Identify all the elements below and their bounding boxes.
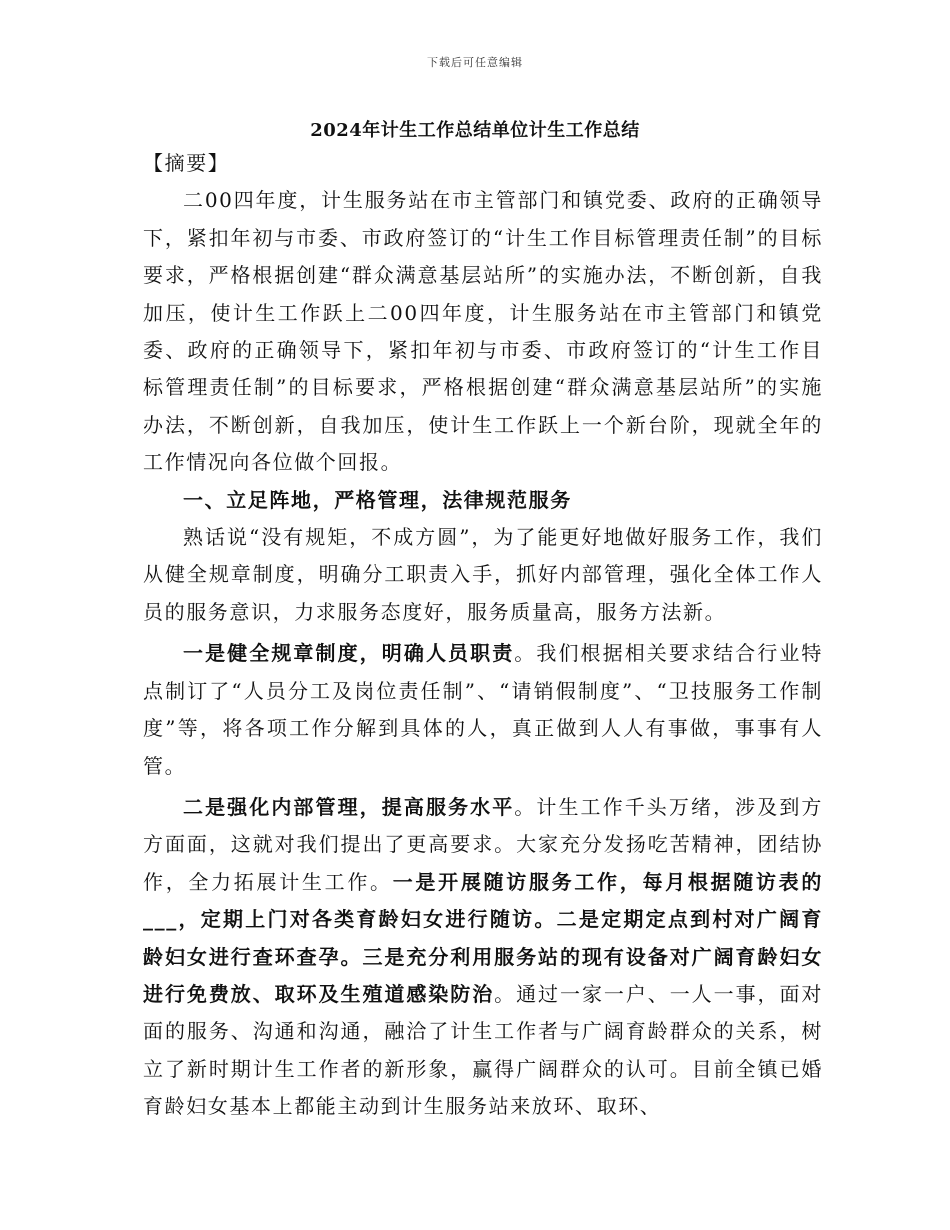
item-one-lead: 一是健全规章制度，明确人员职责 — [183, 641, 515, 666]
section-heading: 一、立足阵地，严格管理，法律规范服务 — [183, 487, 572, 512]
page-header-note: 下载后可任意编辑 — [427, 56, 523, 69]
item-one-text: 。我们根据相关要求结合行业特点制订了“人员分工及岗位责任制”、“请销假制度”、“卫技服务工作制度”等，将各项工作分解到具体的人，真正做到人人有事做，事事有人管。 — [143, 641, 824, 778]
item-two-lead: 二是强化内部管理，提高服务水平 — [183, 794, 515, 819]
item-one-paragraph — [143, 635, 823, 785]
item-two-paragraph — [143, 789, 823, 1126]
section-intro-paragraph: 熟话说“没有规矩，不成方圆”，为了能更好地做好服务工作，我们从健全规章制度，明确分工职责入手，抓好内部管理，强化全体工作人员的服务意识，力求服务态度好，服务质量高，服务方法新。 — [143, 525, 823, 624]
document-body — [143, 145, 823, 1126]
abstract-paragraph: 二00四年度，计生服务站在市主管部门和镇党委、政府的正确领导下，紧扣年初与市委、市政府签订的“计生工作目标管理责任制”的目标要求，严格根据创建“群众满意基层站所”的实施办法，不断创新，自我加压，使计生工作跃上二00四年度，计生服务站在市主管部门和镇党委、政府的正确领导下，紧扣年初与市委、市政府签订的“计生工作目标管理责任制”的目标要求，严格根据创建“群众满意基层站所”的实施办法，不断创新，自我加压，使计生工作跃上一个新台阶，现就全年的工作情况向各位做个回报。 — [143, 188, 823, 475]
document-title: 2024年计生工作总结单位计生工作总结 — [310, 120, 640, 141]
item-two-text-c: 。通过一家一户、一人一事，面对面的服务、沟通和沟通，融洽了计生工作者与广阔育龄群众的关系，树立了新时期计生工作者的新形象，赢得广阔群众的认可。目前全镇已婚育龄妇女基本上都能主动到计生服务站来放环、取环、 — [143, 981, 824, 1119]
item-two-bold-measures: 一是开展随访服务工作，每月根据随访表的___，定期上门对各类育龄妇女进行随访。二是定期定点到村对广阔育龄妇女进行查环查孕。三是充分利用服务站的现有设备对广阔育龄妇女进行免费放、取环及生殖道感染防治 — [143, 869, 823, 1006]
abstract-label: 【摘要】 — [143, 151, 230, 175]
item-two-text-a: 。计生工作千头万绪，涉及到方方面面，这就对我们提出了更高要求。大家充分发扬吃苦精神，团结协作，全力拓展计生工作。 — [143, 794, 824, 894]
